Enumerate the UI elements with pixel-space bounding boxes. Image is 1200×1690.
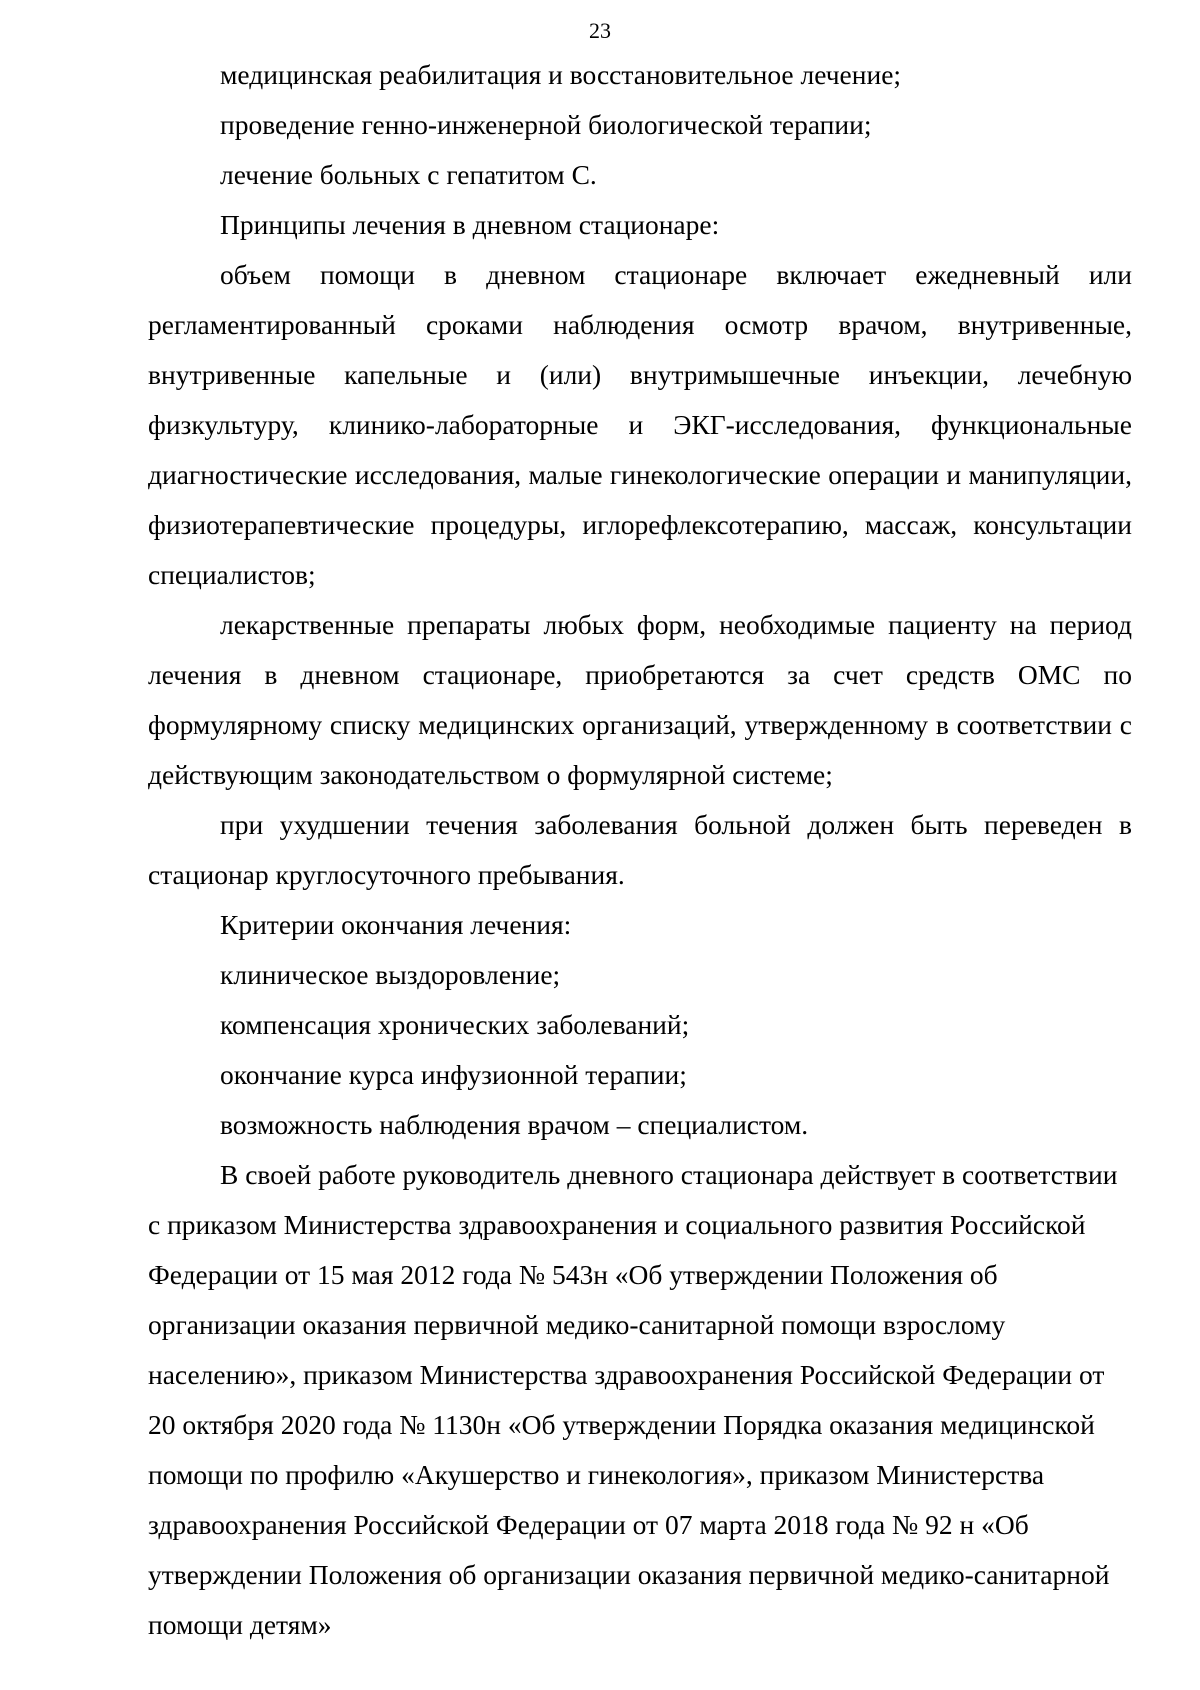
list-item-hepatitis-treatment: лечение больных с гепатитом С. [220, 159, 597, 190]
document-body [148, 50, 1132, 1650]
list-item-biological-therapy: проведение генно-инженерной биологической терапии; [220, 109, 872, 140]
section-heading-treatment-principles: Принципы лечения в дневном стационаре: [220, 209, 720, 240]
list-item-compensation: компенсация хронических заболеваний; [220, 1009, 690, 1040]
list-item-rehabilitation: медицинская реабилитация и восстановительное лечение; [220, 59, 902, 90]
list-item-specialist-observation: возможность наблюдения врачом – специалистом. [220, 1109, 809, 1140]
paragraph-regulatory-orders: В своей работе руководитель дневного стационара действует в соответствии с приказом Министерства здравоохранения и социального развития Российской Федерации от 15 мая 2012 года № 543н «Об утверждении Положения об организации оказания первичной медико-санитарной помощи взрослому населению», приказом Министерства здравоохранения Российской Федерации от 20 октября 2020 года № 1130н «Об утверждении Порядка оказания медицинской помощи по профилю «Акушерство и гинекология», приказом Министерства здравоохранения Российской Федерации от 07 марта 2018 года № 92 н «Об утверждении Положения об организации оказания первичной медико-санитарной помощи детям» [148, 1159, 1118, 1640]
list-item-infusion-course: окончание курса инфузионной терапии; [220, 1059, 687, 1090]
page-number: 23 [589, 18, 611, 43]
paragraph-scope-of-care: объем помощи в дневном стационаре включает ежедневный или регламентированный сроками наблюдения осмотр врачом, внутривенные, внутривенные капельные и (или) внутримышечные инъекции, лечебную физкультуру, клинико-лабораторные и ЭКГ-исследования, функциональные диагностические исследования, малые гинекологические операции и манипуляции, физиотерапевтические процедуры, иглорефлексотерапию, массаж, консультации специалистов; [148, 259, 1132, 590]
paragraph-medications: лекарственные препараты любых форм, необходимые пациенту на период лечения в дневном стационаре, приобретаются за счет средств ОМС по формулярному списку медицинских организаций, утвержденному в соответствии с действующим законодательством о формулярной системе; [148, 609, 1132, 790]
list-item-recovery: клиническое выздоровление; [220, 959, 561, 990]
paragraph-deterioration-transfer: при ухудшении течения заболевания больной должен быть переведен в стационар круглосуточного пребывания. [148, 809, 1132, 890]
section-heading-completion-criteria: Критерии окончания лечения: [220, 909, 572, 940]
